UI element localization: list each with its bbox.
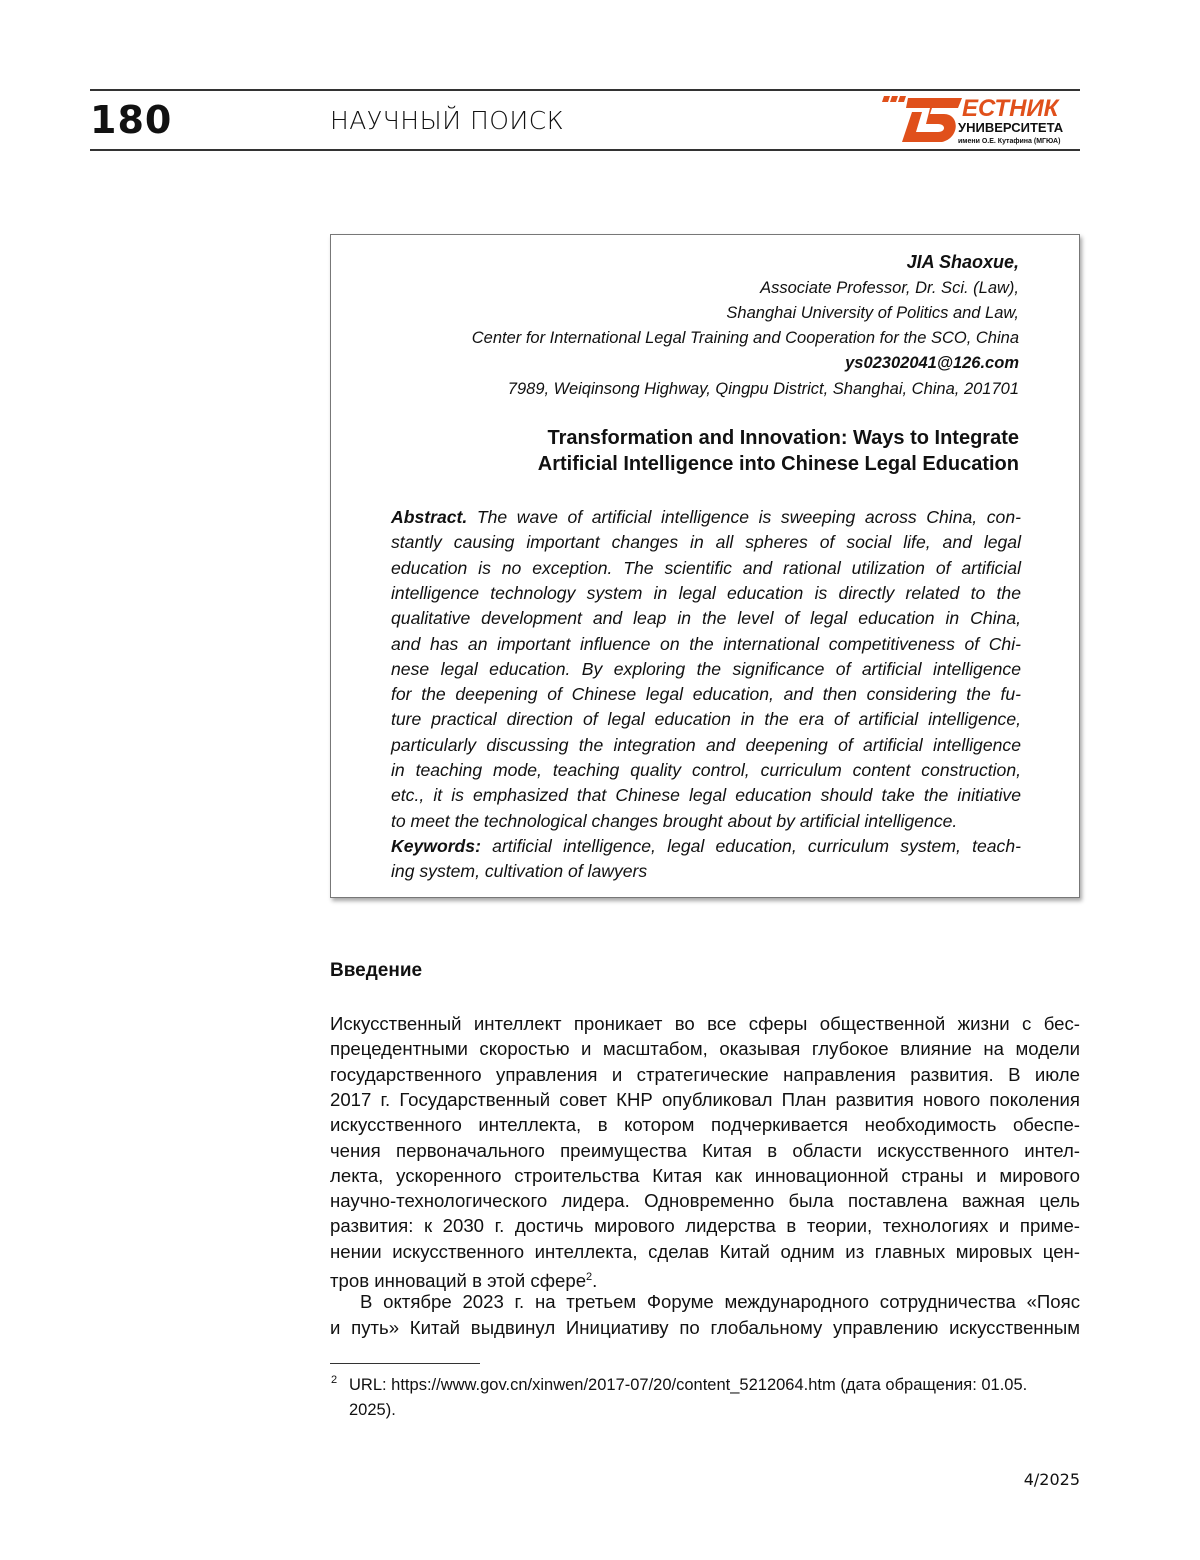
abstract-line <box>391 758 1021 782</box>
abstract-label: Abstract. <box>391 507 468 527</box>
body-text: . <box>592 1270 598 1292</box>
header-top-rule <box>90 89 1080 91</box>
keywords-text: ing system, cultivation of lawyers <box>391 861 648 882</box>
author-position: Associate Professor, Dr. Sci. (Law), <box>760 279 1019 297</box>
body-line <box>330 1240 1080 1264</box>
body-text: Искусственный интеллект проникает во все сферы общественной жизни с бес- <box>330 1013 1080 1034</box>
author-affiliation: Center for International Legal Training and Cooperation for the SCO, China <box>471 329 1019 347</box>
abstract-text: intelligence technology system in legal education is directly related to the <box>391 582 1021 603</box>
body-text: научно-технологического лидера. Одновременно была поставлена важная цель <box>330 1190 1080 1212</box>
journal-logo <box>882 92 1082 150</box>
article-title: Transformation and Innovation: Ways to Integrate <box>547 427 1019 449</box>
body-text: чения первоначального преимущества Китая в области искусственного интел- <box>330 1139 1080 1161</box>
abstract-box <box>330 234 1080 898</box>
body-line <box>330 1164 1080 1188</box>
article-title: Artificial Intelligence into Chinese Legal Education <box>537 453 1019 475</box>
abstract-text: ture practical direction of legal education in the era of artificial intelligence, <box>391 709 1021 730</box>
author-email[interactable]: ys02302041@126.com <box>845 354 1019 372</box>
abstract-line <box>391 606 1021 630</box>
body-text: 2017 г. Государственный совет КНР опубликовал План развития нового поколения <box>330 1088 1080 1110</box>
body-text: искусственного интеллекта, в котором подчеркивается необходимость обеспе- <box>330 1114 1080 1136</box>
abstract-text: stantly causing important changes in all spheres of social life, and legal <box>391 532 1021 553</box>
footnote-text: URL: https://www.gov.cn/xinwen/2017-07/20/content_5212064.htm (дата обращения: 01.05. <box>349 1376 1028 1394</box>
page-number: 180 <box>90 98 173 142</box>
svg-text:УНИВЕРСИТЕТА: УНИВЕРСИТЕТА <box>958 120 1064 135</box>
body-line <box>330 1214 1080 1238</box>
footnote-text: 2025). <box>349 1401 396 1419</box>
abstract-line <box>391 581 1021 605</box>
abstract-text: etc., it is emphasized that Chinese legal education should take the initiative <box>391 785 1021 806</box>
author-name: JIA Shaoxue, <box>906 252 1019 272</box>
abstract-line <box>391 530 1021 554</box>
abstract-line <box>391 783 1021 807</box>
section-title: НАУЧНЫЙ ПОИСК <box>330 106 565 135</box>
body-line <box>330 1037 1080 1061</box>
abstract-text: in teaching mode, teaching quality control, curriculum content construction, <box>391 760 1021 780</box>
body-text: В октябре 2023 г. на третьем Форуме международного сотрудничества «Пояс <box>360 1291 1080 1313</box>
abstract-text: to meet the technological changes brought about by artificial intelligence. <box>391 810 958 831</box>
body-line <box>330 1189 1080 1213</box>
abstract-line <box>391 733 1021 757</box>
footnote-rule <box>330 1363 480 1364</box>
abstract-line <box>391 556 1021 580</box>
body-line <box>330 1265 1080 1293</box>
abstract-text: particularly discussing the integration and deepening of artificial intelligence <box>391 734 1021 755</box>
abstract-line <box>391 707 1021 731</box>
body-line <box>330 1113 1080 1137</box>
abstract-text: for the deepening of Chinese legal education, and then considering the fu- <box>391 684 1021 705</box>
abstract-text: The wave of artificial intelligence is sweeping across China, con- <box>467 507 1021 527</box>
keywords-text: artificial intelligence, legal education, curriculum system, teach- <box>480 835 1021 856</box>
body-text: государственного управления и стратегические направления развития. В июле <box>330 1063 1080 1085</box>
abstract-line <box>391 657 1021 681</box>
body-text: прецедентными скоростью и масштабом, оказывая глубокое влияние на модели <box>330 1038 1080 1060</box>
body-line <box>360 1290 1080 1314</box>
body-line <box>330 1063 1080 1087</box>
body-text: и путь» Китай выдвинул Инициативу по глобальному управлению искусственным <box>330 1316 1080 1338</box>
keywords-line <box>391 859 1021 883</box>
abstract-text: and has an important influence on the international competitiveness of Chi- <box>391 633 1021 654</box>
abstract-text: education is no exception. The scientific and rational utilization of artificial <box>391 557 1021 578</box>
abstract-text: nese legal education. By exploring the significance of artificial intelligence <box>391 658 1021 679</box>
author-address: 7989, Weiqinsong Highway, Qingpu District, Shanghai, China, 201701 <box>507 380 1019 398</box>
issue-number: 4/2025 <box>1023 1470 1080 1489</box>
body-line <box>330 1012 1080 1036</box>
footnote-reference[interactable]: 2 <box>586 1271 593 1283</box>
abstract-line <box>391 505 1021 529</box>
svg-text:имени О.Е. Кутафина (МГЮА): имени О.Е. Кутафина (МГЮА) <box>958 138 1061 145</box>
footnote-mark: 2 <box>331 1374 338 1386</box>
body-text: нении искусственного интеллекта, сделав Китай одним из главных мировых цен- <box>330 1240 1080 1262</box>
body-text: развития: к 2030 г. достичь мирового лидерства в теории, технологиях и приме- <box>330 1215 1080 1237</box>
abstract-line <box>391 809 1021 833</box>
abstract-line <box>391 632 1021 656</box>
abstract-line <box>391 682 1021 706</box>
body-line <box>330 1139 1080 1163</box>
body-line <box>330 1316 1080 1340</box>
body-text: тров инноваций в этой сфере <box>330 1270 587 1292</box>
abstract-text: qualitative development and leap in the level of legal education in China, <box>391 608 1021 629</box>
section-heading: Введение <box>330 960 423 981</box>
body-text: лекта, ускоренного строительства Китая как инновационной страны и мирового <box>330 1164 1080 1186</box>
svg-text:ЕСТНИК: ЕСТНИК <box>962 95 1059 122</box>
keywords-line <box>391 834 1021 858</box>
author-affiliation: Shanghai University of Politics and Law, <box>726 304 1019 322</box>
keywords-label: Keywords: <box>391 835 481 856</box>
body-line <box>330 1088 1080 1112</box>
